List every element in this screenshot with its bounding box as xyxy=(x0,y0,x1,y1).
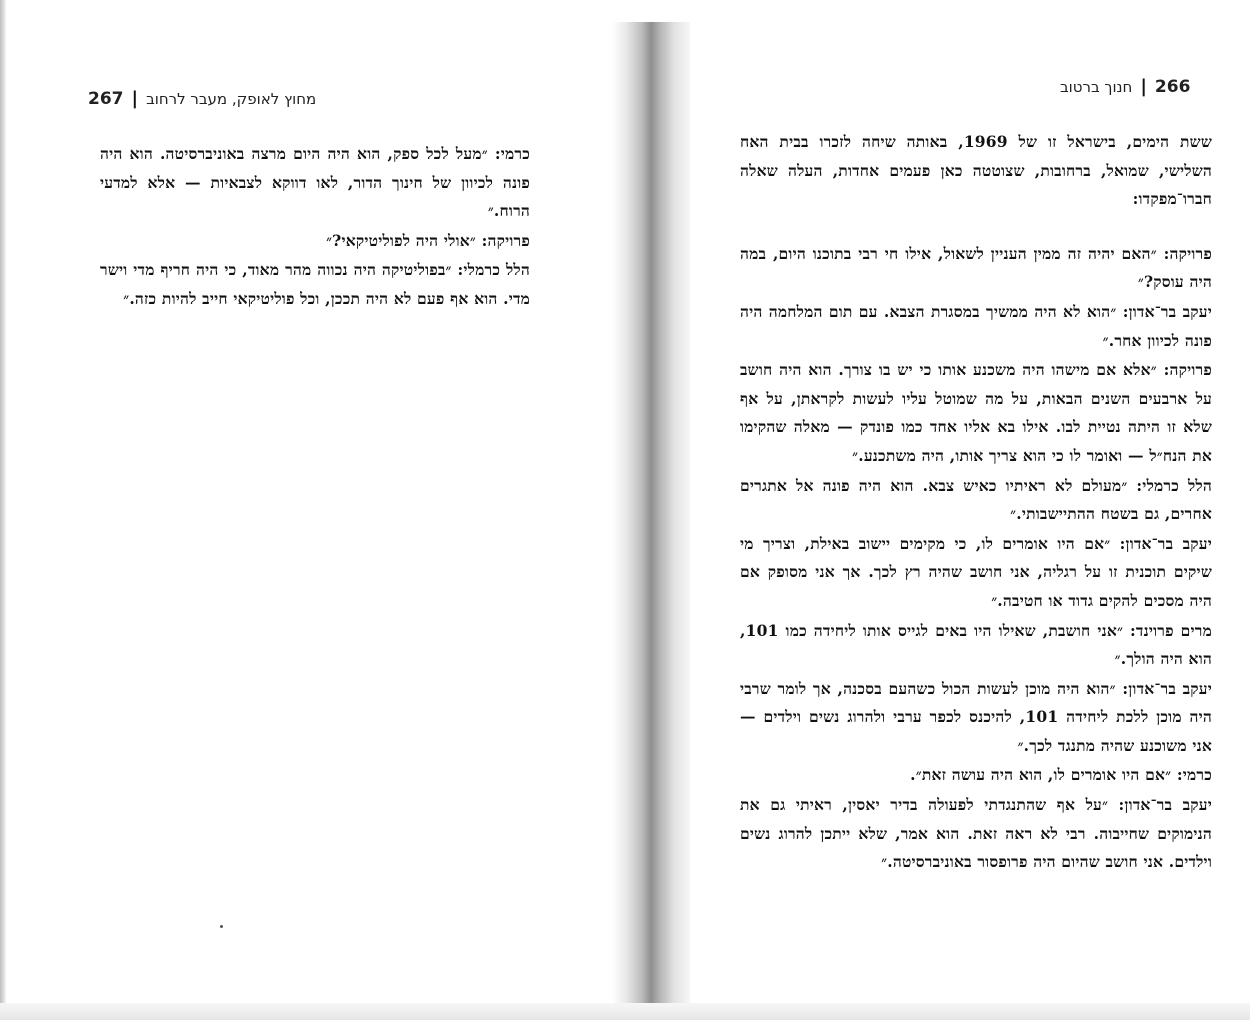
dialogue-entry xyxy=(100,227,530,256)
left-page-text xyxy=(100,140,530,315)
speaker-name: הלל כרמלי: xyxy=(457,260,530,280)
running-head-divider: | xyxy=(1140,76,1147,97)
speech-text: ״האם יהיה זה ממין העניין לשאול, אילו חי רבי בתוכנו היום, במה היה עוסק?״ xyxy=(740,243,1212,292)
speech-text: ״הוא לא היה ממשיך במסגרת הצבא. עם תום המלחמה היה פונה לכיוון אחר.״ xyxy=(740,301,1212,350)
speech-text: ״אולי היה לפוליטיקאי?״ xyxy=(326,230,482,250)
speech-text: ״אני חושבת, שאילו היו באים לגייס אותו ליחידה כמו 101, הוא היה הולך.״ xyxy=(740,620,1212,669)
dialogue-entry xyxy=(740,791,1212,877)
dialogue-entry xyxy=(100,256,530,313)
speaker-name: כרמי: xyxy=(1176,765,1212,785)
speaker-name: פרויקה: xyxy=(481,230,530,250)
scan-edge xyxy=(0,0,6,1020)
running-head-divider: | xyxy=(131,88,139,109)
dialogue-entry xyxy=(740,472,1212,529)
dialogue-entry xyxy=(740,240,1212,297)
dialogue-entry xyxy=(740,761,1212,790)
left-running-head-title: מחוץ לאופק, מעבר לרחוב xyxy=(146,90,317,108)
speech-text: ״הוא היה מוכן לעשות הכול כשהעם בסכנה, אך לומר שרבי היה מוכן ללכת ליחידה 101, להיכנס לכפר ערבי ולהרוג נשים וילדים — אני משוכנע שהיה מתנגד לכך.״ xyxy=(740,678,1212,755)
speech-text: ״אלא אם מישהו היה משכנע אותו כי יש בו צורך. הוא היה חושב על ארבעים השנים הבאות, על מה שמוטל עליו לעשות לקראתן, על אף שלא זו היתה נטיית לבו. אילו בא אליו אחד כמו פונדק — מאלה שהקימו את הנח״ל — ואומר לו כי הוא צריך אותו, היה משתכנע.״ xyxy=(740,360,1212,465)
dialogue-entry xyxy=(740,298,1212,355)
speaker-name: יעקב בר־אדון: xyxy=(1118,795,1212,815)
speaker-name: יעקב בר־אדון: xyxy=(1122,301,1212,321)
speaker-name: הלל כרמלי: xyxy=(1136,475,1212,495)
speech-text: ״אם היו אומרים לו, כי מקימים יישוב באילת, וצריך מי שיקים תוכנית זו על רגליה, אני חושב שהיה רץ לכך. אך אני מסופק אם היה מסכים להקים גדוד או חטיבה.״ xyxy=(740,533,1212,610)
left-running-head xyxy=(88,88,316,109)
speech-text: ״אם היו אומרים לו, הוא היה עושה זאת״. xyxy=(910,765,1177,785)
dialogue-entry xyxy=(100,140,530,226)
speech-text: ״בפוליטיקה היה נכווה מהר מאוד, כי היה חריף מדי וישר מדי. הוא אף פעם לא היה תככן, וכל פוליטיקאי חייב להיות כזה.״ xyxy=(100,260,530,308)
speaker-name: פרויקה: xyxy=(1163,360,1212,380)
intro-paragraph: ששת הימים, בישראל זו של 1969, באותה שיחה לזכרו בבית האח השלישי, שמואל, ברחובות, שצוטטה כאן פעמים אחדות, העלה שאלה חברו־מפקדו: xyxy=(740,132,1212,209)
speech-text: ״על אף שהתנגדתי לפעולה בדיר יאסין, ראיתי גם את הנימוקים שחייבוה. רבי לא ראה זאת. הוא אמר, שלא ייתכן להרוג נשים וילדים. אני חושב שהיום היה פרופסור באוניברסיטה.״ xyxy=(740,795,1212,872)
speech-text: ״מעולם לא ראיתיו כאיש צבא. הוא היה פונה אל אתגרים אחרים, גם בשטח ההתיישבותי.״ xyxy=(740,475,1212,524)
book-gutter-shadow xyxy=(612,22,690,1004)
right-running-head xyxy=(1060,76,1190,97)
right-page-number: 266 xyxy=(1154,77,1191,97)
speaker-name: פרויקה: xyxy=(1163,243,1212,263)
dialogue-entry xyxy=(740,675,1212,761)
scan-speck xyxy=(220,925,223,928)
speaker-name: יעקב בר־אדון: xyxy=(1122,678,1212,698)
right-page-text xyxy=(740,128,1212,878)
scan-bottom-edge xyxy=(0,1003,1250,1020)
left-page-number: 267 xyxy=(88,89,124,109)
speaker-name: מרים פרוינד: xyxy=(1130,620,1212,640)
dialogue-entry xyxy=(740,530,1212,616)
speaker-name: יעקב בר־אדון: xyxy=(1119,533,1212,553)
speaker-name: כרמי: xyxy=(494,144,530,163)
dialogue-entry xyxy=(740,356,1212,470)
speech-text: ״מעל לכל ספק, הוא היה היום מרצה באוניברסיטה. הוא היה פונה לכיוון של חינוך הדור, לאו דווקא לצבאיות — אלא למדעי הרוח.״ xyxy=(100,144,530,221)
dialogue-entry xyxy=(740,617,1212,674)
right-running-head-title: חנוך ברטוב xyxy=(1060,78,1133,96)
